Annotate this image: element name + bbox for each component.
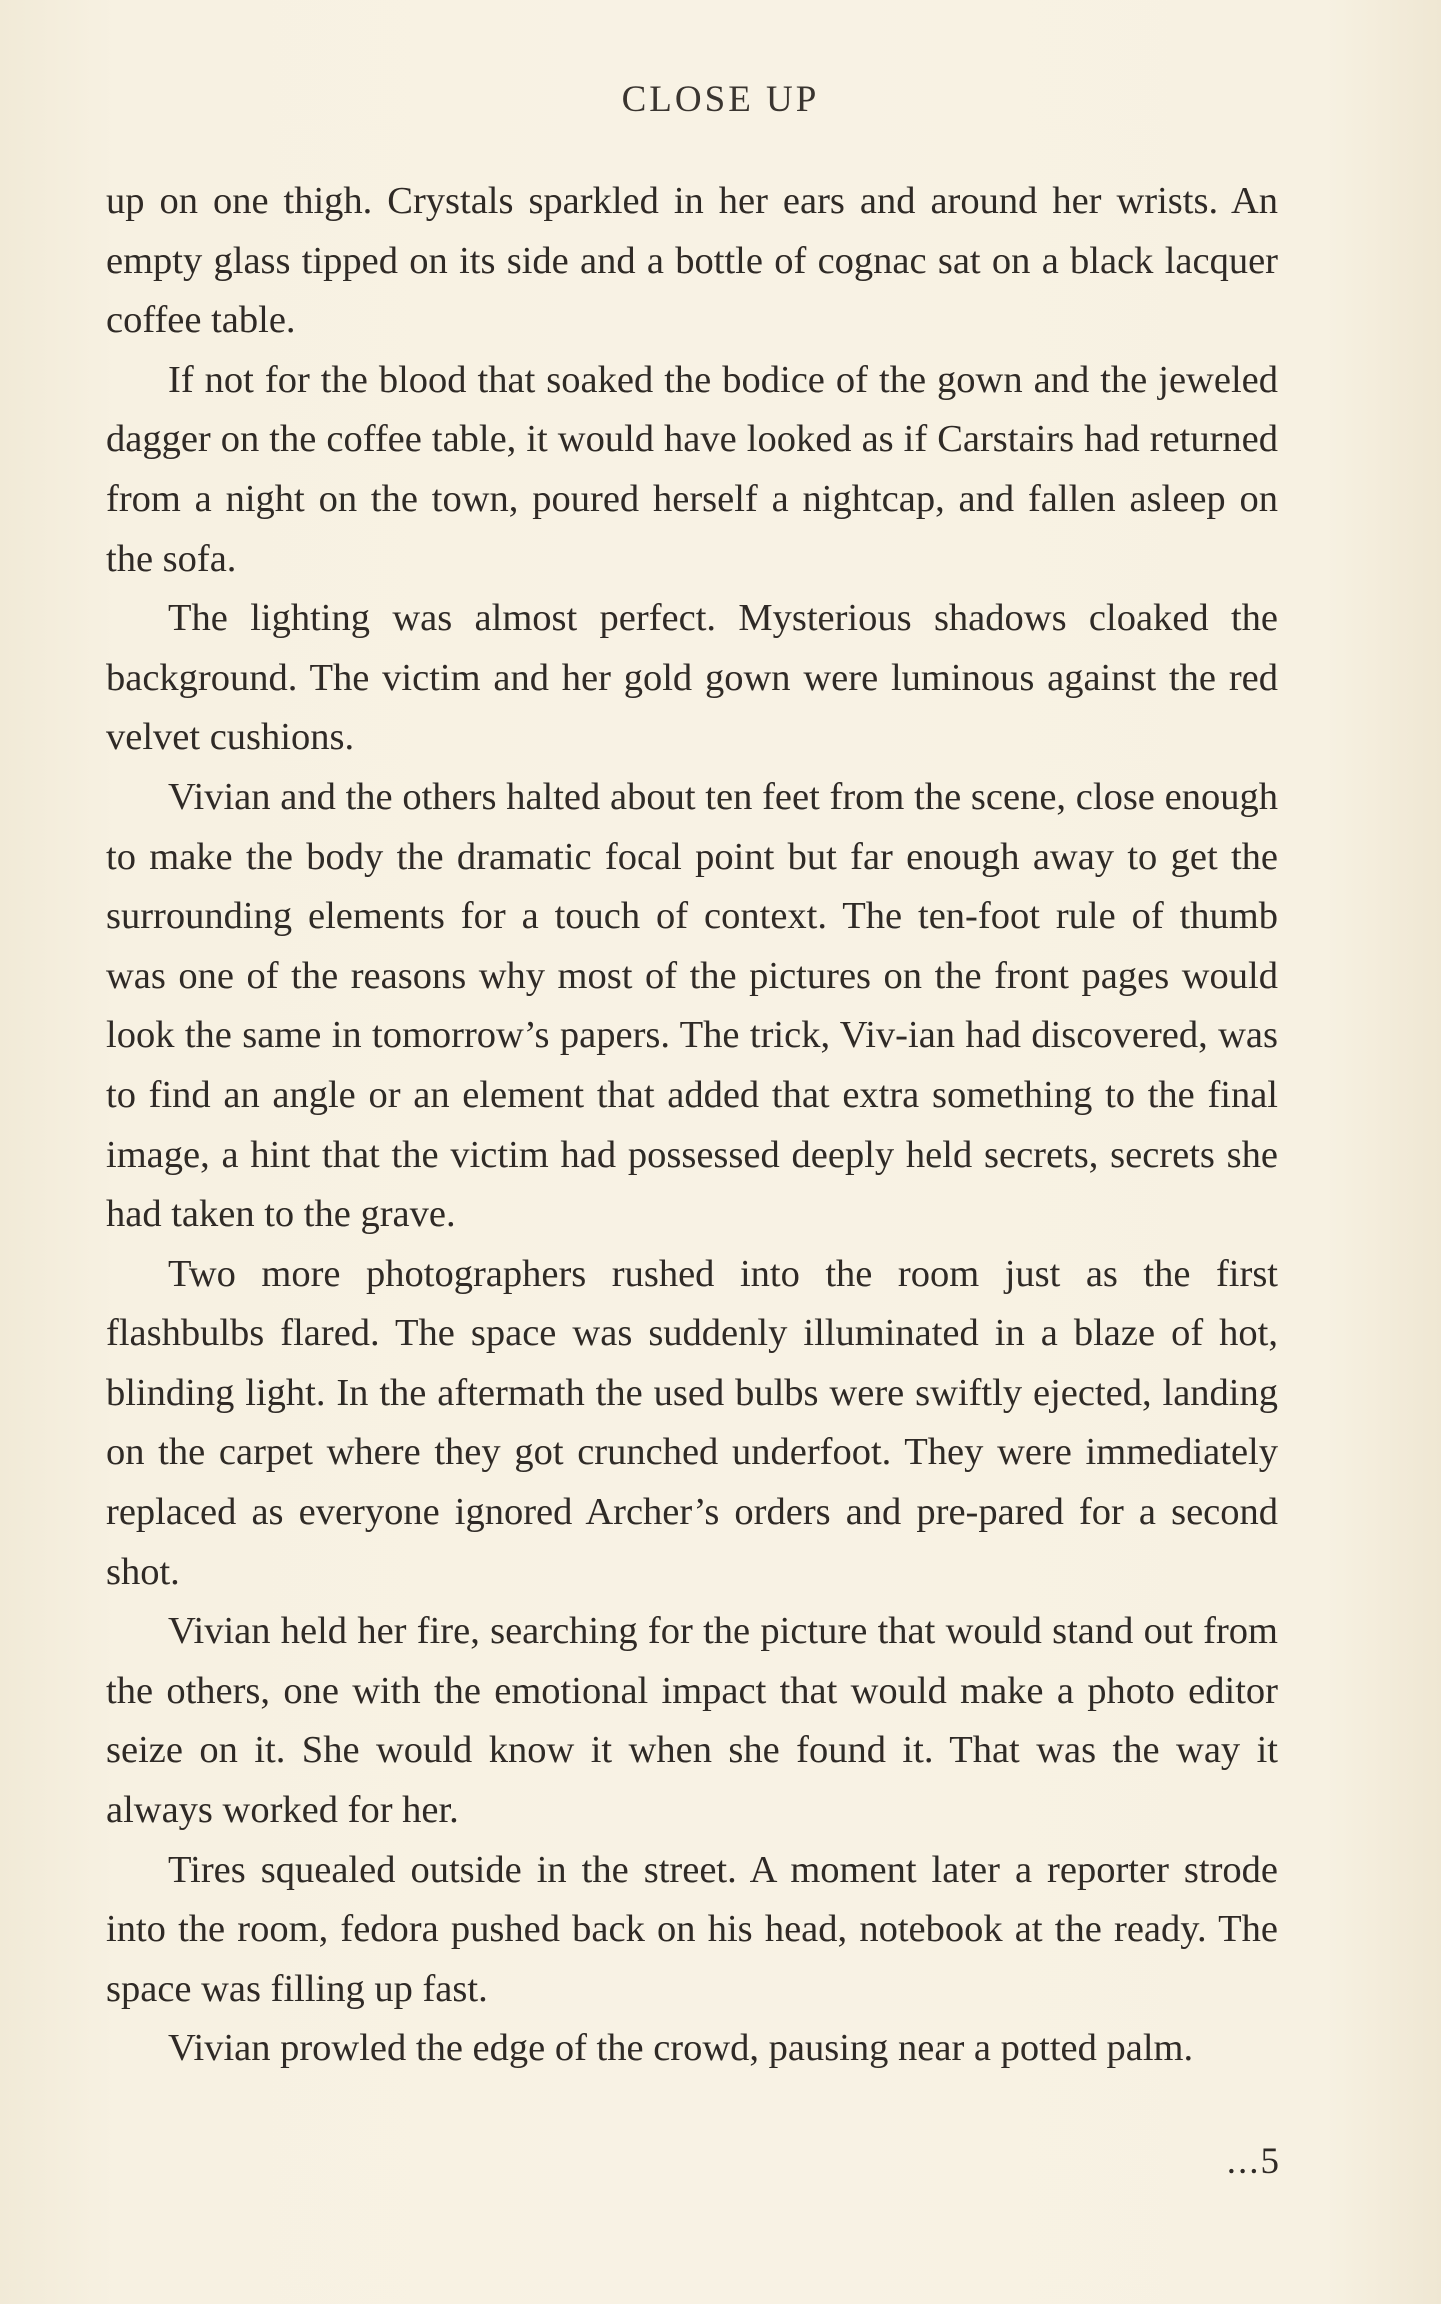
paragraph-6: Vivian held her fire, searching for the picture that would stand out from the others, one with the emotional impact that would make a photo editor seize on it. She would know it when she found it. That was the way it always worked for her. (106, 1610, 1278, 1832)
paragraph-7: Tires squealed outside in the street. A moment later a reporter strode into the room, fedora pushed back on his head, notebook at the ready. The space was filling up fast. (106, 1848, 1278, 2010)
paragraph-4: Vivian and the others halted about ten feet from the scene, close enough to make the body the dramatic focal point but far enough away to get the surrounding elements for a touch of context. The ten-foot rule of thumb was one of the reasons why most of the pictures on the front pages would look the same in tomorrow’s papers. The trick, Viv-ian had discovered, was to find an angle or an element that added that extra something to the final image, a hint that the victim had possessed deeply held secrets, secrets she had taken to the grave. (106, 775, 1278, 1236)
paragraph-2: If not for the blood that soaked the bodice of the gown and the jeweled dagger on the coffee table, it would have looked as if Carstairs had returned from a night on the town, poured herself a nightcap, and fallen asleep on the sofa. (106, 358, 1278, 580)
paragraph-5: Two more photographers rushed into the room just as the first flashbulbs flared. The space was suddenly illuminated in a blaze of hot, blinding light. In the aftermath the used bulbs were swiftly ejected, landing on the carpet where they got crunched underfoot. They were immediately replaced as everyone ignored Archer’s orders and pre-pared for a second shot. (106, 1252, 1278, 1593)
paragraph-3: The lighting was almost perfect. Mysterious shadows cloaked the background. The victim and her gold gown were luminous against the red velvet cushions. (106, 597, 1278, 759)
body-text (106, 172, 1278, 2079)
running-head: CLOSE UP (621, 79, 820, 120)
page-number: ...5 (1226, 2141, 1281, 2182)
paragraph-8: Vivian prowled the edge of the crowd, pausing near a potted palm. (168, 2027, 1194, 2070)
paragraph-1: up on one thigh. Crystals sparkled in her ears and around her wrists. An empty glass tipped on its side and a bottle of cognac sat on a black lacquer coffee table. (106, 180, 1278, 342)
